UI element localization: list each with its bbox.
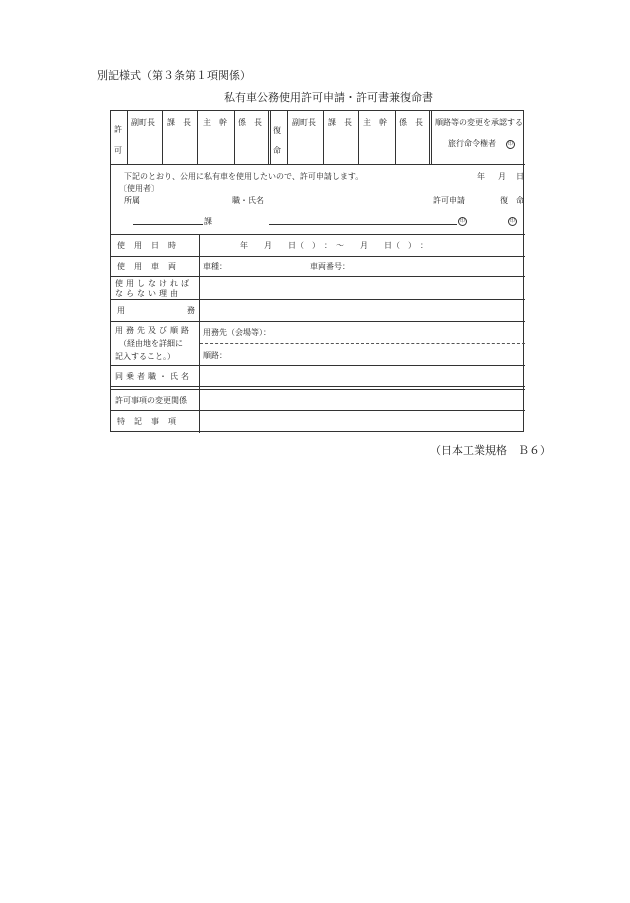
permit-col-section-chief: 課 長 [167, 118, 191, 127]
request-statement: 下記のとおり、公用に私有車を使用したいので、許可申請します。 [124, 172, 364, 181]
permit-col-vice-mayor: 副町長 [131, 118, 155, 127]
route-label-1: 用務先及び順路 [115, 326, 192, 335]
reason-label-1: 使用しなければ [115, 279, 192, 288]
return-label-2: 命 [273, 146, 281, 155]
date-day: 日 [516, 172, 524, 181]
permit-col-director: 主 幹 [203, 118, 227, 127]
return-col-director: 主 幹 [363, 118, 387, 127]
return-seal-icon: 印 [509, 218, 515, 224]
form-table [110, 110, 524, 432]
return-report-label: 復 命 [500, 196, 524, 205]
page-title: 私有車公務使用許可申請・許可書兼復命書 [224, 91, 433, 104]
return-col-vice-mayor: 副町長 [292, 118, 316, 127]
destination-field: 用務先（会場等）： [203, 328, 271, 337]
vehicle-type: 車種： [203, 262, 227, 271]
duty-label-2: 務 [187, 306, 195, 315]
permit-label-1: 許 [114, 125, 122, 134]
permit-col-subsection-chief: 係 長 [238, 118, 262, 127]
position-name-label: 職・氏名 [232, 196, 264, 205]
route-label-2: （経由地を詳細に [119, 339, 183, 348]
change-label: 許可事項の変更関係 [115, 396, 187, 405]
route-field: 順路： [203, 351, 227, 360]
date-year: 年 [477, 172, 485, 181]
return-col-subsection-chief: 係 長 [399, 118, 423, 127]
permit-label-2: 可 [114, 146, 122, 155]
duty-label-1: 用 [117, 306, 125, 315]
return-label-1: 復 [273, 126, 281, 135]
permit-seal-icon: 印 [459, 218, 465, 224]
travel-authority: 旅行命令権者 [448, 139, 496, 148]
date-month: 月 [498, 172, 506, 181]
section-suffix: 課 [204, 217, 212, 226]
route-change-approval: 順路等の変更を承認する [435, 118, 523, 127]
vehicle-number: 車両番号： [310, 262, 350, 271]
affiliation-label: 所属 [124, 196, 140, 205]
notes-label: 特記事項 [117, 417, 185, 426]
footer-standard: （日本工業規格 Ｂ６） [430, 444, 551, 457]
return-col-section-chief: 課 長 [328, 118, 352, 127]
seal-icon: 印 [507, 141, 513, 147]
route-label-3: 記入すること。） [115, 352, 175, 361]
datetime-label: 使用日時 [117, 241, 185, 250]
permit-request-label: 許可申請 [433, 196, 465, 205]
datetime-value: 年 月 日（ ） ： ～ 月 日（ ） ： [240, 241, 428, 250]
user-label: 〔使用者〕 [119, 184, 159, 193]
form-reference: 別記様式（第３条第１項関係） [97, 69, 251, 82]
reason-label-2: ならない理由 [115, 289, 181, 298]
vehicle-label: 使用車両 [117, 262, 185, 271]
passenger-label: 同乗者職・氏名 [115, 372, 192, 381]
